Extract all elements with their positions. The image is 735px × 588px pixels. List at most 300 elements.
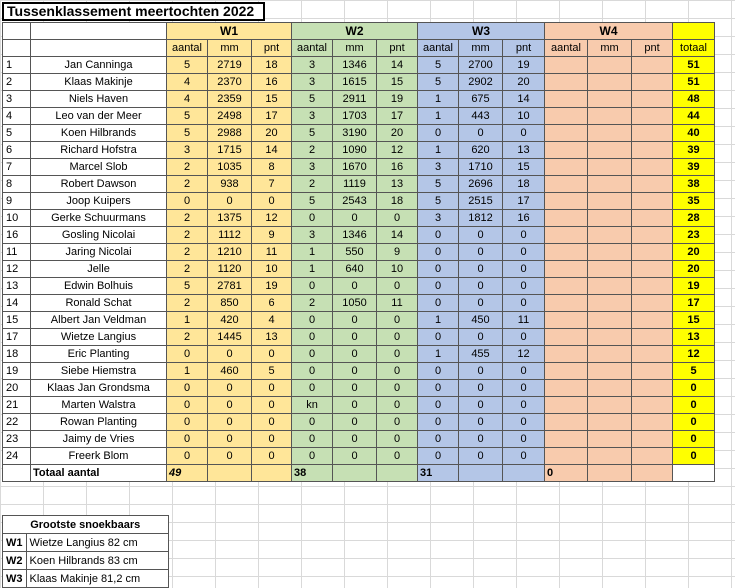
name-cell[interactable]: Wietze Langius [31,329,167,346]
rank-cell[interactable]: 14 [3,295,31,312]
total-cell[interactable]: 44 [673,108,715,125]
score-cell-w1[interactable]: 2 [167,176,208,193]
score-cell-w1[interactable]: 20 [252,125,292,142]
score-cell-w2[interactable]: 1090 [333,142,377,159]
score-cell-w3[interactable]: 0 [503,278,545,295]
rank-cell[interactable]: 6 [3,142,31,159]
score-cell-w2[interactable]: 640 [333,261,377,278]
name-cell[interactable]: Koen Hilbrands [31,125,167,142]
score-cell-w3[interactable]: 2902 [459,74,503,91]
score-cell-w4[interactable] [545,142,588,159]
score-cell-w2[interactable]: 18 [377,193,418,210]
score-cell-w3[interactable]: 443 [459,108,503,125]
score-cell-w2[interactable]: 550 [333,244,377,261]
score-cell-w4[interactable] [545,448,588,465]
score-cell-w3[interactable]: 0 [459,380,503,397]
score-cell-w4[interactable] [588,57,632,74]
score-cell-w4[interactable] [545,74,588,91]
name-cell[interactable]: Jaimy de Vries [31,431,167,448]
totals-w1-blank[interactable] [252,465,292,482]
score-cell-w4[interactable] [632,193,673,210]
score-cell-w2[interactable]: 5 [292,193,333,210]
total-cell[interactable]: 0 [673,380,715,397]
score-cell-w3[interactable]: 14 [503,91,545,108]
rank-cell[interactable]: 21 [3,397,31,414]
sub-header-w2[interactable]: mm [333,40,377,57]
rank-cell[interactable]: 7 [3,159,31,176]
score-cell-w2[interactable]: 0 [292,278,333,295]
score-cell-w2[interactable]: 0 [292,210,333,227]
subheader-blank-name[interactable] [31,40,167,57]
score-cell-w1[interactable]: 0 [167,193,208,210]
score-cell-w1[interactable]: 5 [167,125,208,142]
total-cell[interactable]: 0 [673,414,715,431]
score-cell-w3[interactable]: 0 [503,261,545,278]
score-cell-w4[interactable] [545,431,588,448]
rank-cell[interactable]: 17 [3,329,31,346]
score-cell-w2[interactable]: 0 [377,278,418,295]
score-cell-w1[interactable]: 2988 [208,125,252,142]
score-cell-w3[interactable]: 0 [418,227,459,244]
score-cell-w3[interactable]: 16 [503,210,545,227]
rank-cell[interactable]: 4 [3,108,31,125]
score-cell-w4[interactable] [632,159,673,176]
score-cell-w3[interactable]: 0 [503,244,545,261]
score-cell-w3[interactable]: 1 [418,312,459,329]
total-cell[interactable]: 40 [673,125,715,142]
score-cell-w4[interactable] [632,108,673,125]
week-header-w3[interactable]: W3 [418,23,545,40]
score-cell-w1[interactable]: 4 [167,91,208,108]
score-cell-w2[interactable]: 17 [377,108,418,125]
score-cell-w1[interactable]: 850 [208,295,252,312]
sub-header-w3[interactable]: mm [459,40,503,57]
totals-total-blank[interactable] [673,465,715,482]
total-cell[interactable]: 23 [673,227,715,244]
score-cell-w2[interactable]: 9 [377,244,418,261]
score-cell-w4[interactable] [588,108,632,125]
totals-w4-blank[interactable] [632,465,673,482]
total-cell[interactable]: 51 [673,57,715,74]
score-cell-w3[interactable]: 0 [459,295,503,312]
score-cell-w1[interactable]: 11 [252,244,292,261]
totals-w3[interactable]: 31 [418,465,459,482]
score-cell-w2[interactable]: 0 [377,397,418,414]
total-cell[interactable]: 5 [673,363,715,380]
score-cell-w3[interactable]: 1710 [459,159,503,176]
score-cell-w3[interactable]: 0 [503,227,545,244]
score-cell-w4[interactable] [588,227,632,244]
score-cell-w3[interactable]: 3 [418,159,459,176]
score-cell-w4[interactable] [632,431,673,448]
score-cell-w1[interactable]: 0 [208,431,252,448]
score-cell-w2[interactable]: 15 [377,74,418,91]
score-cell-w3[interactable]: 0 [418,329,459,346]
score-cell-w3[interactable]: 10 [503,108,545,125]
score-cell-w1[interactable]: 17 [252,108,292,125]
score-cell-w1[interactable]: 1112 [208,227,252,244]
score-cell-w2[interactable]: 0 [333,346,377,363]
score-cell-w2[interactable]: 2 [292,295,333,312]
score-cell-w4[interactable] [588,414,632,431]
score-cell-w1[interactable]: 0 [208,448,252,465]
score-cell-w1[interactable]: 0 [167,448,208,465]
score-cell-w1[interactable]: 5 [167,278,208,295]
score-cell-w2[interactable]: 0 [292,431,333,448]
rank-cell[interactable]: 18 [3,346,31,363]
score-cell-w4[interactable] [632,380,673,397]
score-cell-w4[interactable] [588,261,632,278]
score-cell-w3[interactable]: 5 [418,193,459,210]
score-cell-w1[interactable]: 1375 [208,210,252,227]
score-cell-w2[interactable]: 1346 [333,227,377,244]
score-cell-w3[interactable]: 12 [503,346,545,363]
score-cell-w1[interactable]: 0 [252,380,292,397]
sub-header-w2[interactable]: aantal [292,40,333,57]
week-header-w4[interactable]: W4 [545,23,673,40]
name-cell[interactable]: Niels Haven [31,91,167,108]
score-cell-w1[interactable]: 420 [208,312,252,329]
score-cell-w4[interactable] [545,295,588,312]
score-cell-w4[interactable] [545,91,588,108]
score-cell-w4[interactable] [588,125,632,142]
score-cell-w3[interactable]: 13 [503,142,545,159]
score-cell-w3[interactable]: 0 [459,397,503,414]
score-cell-w2[interactable]: 19 [377,91,418,108]
score-cell-w3[interactable]: 18 [503,176,545,193]
score-cell-w3[interactable]: 620 [459,142,503,159]
score-cell-w1[interactable]: 12 [252,210,292,227]
score-cell-w2[interactable]: 0 [333,414,377,431]
week-header-w1[interactable]: W1 [167,23,292,40]
score-cell-w4[interactable] [545,414,588,431]
score-cell-w2[interactable]: 1050 [333,295,377,312]
score-cell-w2[interactable]: 10 [377,261,418,278]
rank-cell[interactable]: 8 [3,176,31,193]
score-cell-w2[interactable]: 1346 [333,57,377,74]
totals-w4-blank[interactable] [588,465,632,482]
score-cell-w4[interactable] [588,159,632,176]
score-cell-w2[interactable]: 0 [377,414,418,431]
score-cell-w1[interactable]: 2 [167,329,208,346]
sub-header-w3[interactable]: pnt [503,40,545,57]
score-cell-w4[interactable] [545,108,588,125]
score-cell-w4[interactable] [588,278,632,295]
score-cell-w3[interactable]: 0 [418,380,459,397]
score-cell-w4[interactable] [632,448,673,465]
score-cell-w4[interactable] [632,210,673,227]
score-cell-w3[interactable]: 2700 [459,57,503,74]
score-cell-w2[interactable]: 0 [292,363,333,380]
score-cell-w4[interactable] [545,125,588,142]
score-cell-w3[interactable]: 2696 [459,176,503,193]
score-cell-w3[interactable]: 0 [418,244,459,261]
score-cell-w4[interactable] [632,346,673,363]
score-cell-w1[interactable]: 14 [252,142,292,159]
score-cell-w4[interactable] [545,193,588,210]
totals-w2-blank[interactable] [377,465,418,482]
score-cell-w3[interactable]: 3 [418,210,459,227]
total-cell[interactable]: 39 [673,142,715,159]
name-cell[interactable]: Siebe Hiemstra [31,363,167,380]
rank-cell[interactable]: 19 [3,363,31,380]
score-cell-w1[interactable]: 2 [167,295,208,312]
score-cell-w2[interactable]: 0 [292,414,333,431]
score-cell-w1[interactable]: 1210 [208,244,252,261]
score-cell-w3[interactable]: 1812 [459,210,503,227]
total-cell[interactable]: 38 [673,176,715,193]
score-cell-w2[interactable]: 3 [292,74,333,91]
score-cell-w2[interactable]: 14 [377,227,418,244]
score-cell-w1[interactable]: 460 [208,363,252,380]
score-cell-w3[interactable]: 1 [418,108,459,125]
score-cell-w4[interactable] [632,125,673,142]
score-cell-w1[interactable]: 0 [167,397,208,414]
score-cell-w2[interactable]: 0 [292,448,333,465]
rank-cell[interactable]: 24 [3,448,31,465]
score-cell-w2[interactable]: 20 [377,125,418,142]
score-cell-w1[interactable]: 1120 [208,261,252,278]
score-cell-w3[interactable]: 0 [503,329,545,346]
score-cell-w4[interactable] [632,261,673,278]
score-cell-w1[interactable]: 0 [167,431,208,448]
score-cell-w1[interactable]: 2359 [208,91,252,108]
score-cell-w1[interactable]: 0 [252,431,292,448]
score-cell-w2[interactable]: 0 [377,431,418,448]
score-cell-w2[interactable]: 0 [377,363,418,380]
sub-header-w1[interactable]: mm [208,40,252,57]
score-cell-w4[interactable] [545,363,588,380]
score-cell-w3[interactable]: 0 [418,295,459,312]
score-cell-w3[interactable]: 0 [503,414,545,431]
score-cell-w1[interactable]: 16 [252,74,292,91]
score-cell-w4[interactable] [545,329,588,346]
totals-w4[interactable]: 0 [545,465,588,482]
score-cell-w1[interactable]: 0 [208,193,252,210]
score-cell-w3[interactable]: 0 [459,431,503,448]
score-cell-w4[interactable] [632,91,673,108]
rank-cell[interactable]: 2 [3,74,31,91]
score-cell-w2[interactable]: 0 [333,448,377,465]
score-cell-w1[interactable]: 7 [252,176,292,193]
score-cell-w3[interactable]: 0 [503,397,545,414]
totals-w3-blank[interactable] [459,465,503,482]
score-cell-w1[interactable]: 2781 [208,278,252,295]
score-cell-w2[interactable]: 5 [292,125,333,142]
score-cell-w4[interactable] [545,380,588,397]
sub-header-w3[interactable]: aantal [418,40,459,57]
score-cell-w1[interactable]: 2 [167,244,208,261]
score-cell-w3[interactable]: 0 [459,414,503,431]
score-cell-w2[interactable]: 2 [292,176,333,193]
score-cell-w1[interactable]: 13 [252,329,292,346]
score-cell-w3[interactable]: 0 [418,363,459,380]
score-cell-w3[interactable]: 0 [418,431,459,448]
score-cell-w2[interactable]: 0 [333,312,377,329]
score-cell-w1[interactable]: 2719 [208,57,252,74]
score-cell-w2[interactable]: 0 [333,210,377,227]
score-cell-w2[interactable]: 0 [377,210,418,227]
score-cell-w2[interactable]: 0 [377,329,418,346]
score-cell-w3[interactable]: 20 [503,74,545,91]
name-cell[interactable]: Robert Dawson [31,176,167,193]
score-cell-w1[interactable]: 2498 [208,108,252,125]
score-cell-w4[interactable] [588,193,632,210]
score-cell-w4[interactable] [588,176,632,193]
score-cell-w1[interactable]: 0 [208,380,252,397]
score-cell-w1[interactable]: 10 [252,261,292,278]
score-cell-w2[interactable]: 2 [292,142,333,159]
score-cell-w3[interactable]: 1 [418,346,459,363]
score-cell-w4[interactable] [588,244,632,261]
score-cell-w3[interactable]: 0 [503,380,545,397]
score-cell-w1[interactable]: 1 [167,312,208,329]
score-cell-w2[interactable]: 11 [377,295,418,312]
score-cell-w2[interactable]: 0 [377,380,418,397]
score-cell-w3[interactable]: 0 [459,227,503,244]
name-cell[interactable]: Gerke Schuurmans [31,210,167,227]
total-cell[interactable]: 48 [673,91,715,108]
name-cell[interactable]: Leo van der Meer [31,108,167,125]
score-cell-w4[interactable] [588,431,632,448]
score-cell-w2[interactable]: 0 [333,431,377,448]
score-cell-w4[interactable] [632,278,673,295]
name-cell[interactable]: Marcel Slob [31,159,167,176]
score-cell-w3[interactable]: 11 [503,312,545,329]
score-cell-w2[interactable]: 5 [292,91,333,108]
total-cell[interactable]: 17 [673,295,715,312]
name-cell[interactable]: Joop Kuipers [31,193,167,210]
score-cell-w2[interactable]: 1119 [333,176,377,193]
totals-w2[interactable]: 38 [292,465,333,482]
score-cell-w4[interactable] [632,329,673,346]
score-cell-w1[interactable]: 4 [252,312,292,329]
total-cell[interactable]: 19 [673,278,715,295]
rank-cell[interactable]: 10 [3,210,31,227]
totals-label[interactable]: Totaal aantal [31,465,167,482]
totals-blank[interactable] [3,465,31,482]
score-cell-w2[interactable]: 12 [377,142,418,159]
score-cell-w3[interactable]: 0 [503,431,545,448]
score-cell-w1[interactable]: 2 [167,210,208,227]
score-cell-w2[interactable]: 0 [333,329,377,346]
score-cell-w1[interactable]: 8 [252,159,292,176]
header-blank-name[interactable] [31,23,167,40]
score-cell-w4[interactable] [545,57,588,74]
score-cell-w1[interactable]: 0 [252,414,292,431]
score-cell-w2[interactable]: 13 [377,176,418,193]
rank-cell[interactable]: 3 [3,91,31,108]
score-cell-w1[interactable]: 2370 [208,74,252,91]
score-cell-w2[interactable]: 2543 [333,193,377,210]
score-cell-w4[interactable] [632,295,673,312]
name-cell[interactable]: Jaring Nicolai [31,244,167,261]
score-cell-w4[interactable] [632,244,673,261]
score-cell-w1[interactable]: 1035 [208,159,252,176]
score-cell-w2[interactable]: 0 [333,397,377,414]
score-cell-w1[interactable]: 0 [252,448,292,465]
score-cell-w2[interactable]: 3 [292,159,333,176]
score-cell-w3[interactable]: 0 [459,261,503,278]
score-cell-w2[interactable]: 1 [292,261,333,278]
score-cell-w3[interactable]: 0 [503,295,545,312]
score-cell-w4[interactable] [588,210,632,227]
rank-cell[interactable]: 16 [3,227,31,244]
score-cell-w2[interactable]: 3 [292,227,333,244]
score-cell-w2[interactable]: 0 [292,380,333,397]
score-cell-w3[interactable]: 19 [503,57,545,74]
score-cell-w3[interactable]: 5 [418,74,459,91]
score-cell-w2[interactable]: 2911 [333,91,377,108]
sub-header-w4[interactable]: pnt [632,40,673,57]
score-cell-w2[interactable]: 1615 [333,74,377,91]
score-cell-w1[interactable]: 5 [252,363,292,380]
sub-header-w1[interactable]: pnt [252,40,292,57]
score-cell-w3[interactable]: 0 [459,278,503,295]
score-cell-w3[interactable]: 0 [459,125,503,142]
score-cell-w1[interactable]: 19 [252,278,292,295]
score-cell-w3[interactable]: 15 [503,159,545,176]
score-cell-w4[interactable] [632,363,673,380]
header-blank-rank[interactable] [3,23,31,40]
totals-w2-blank[interactable] [333,465,377,482]
name-cell[interactable]: Albert Jan Veldman [31,312,167,329]
score-cell-w4[interactable] [545,346,588,363]
score-cell-w3[interactable]: 0 [503,448,545,465]
score-cell-w2[interactable]: 0 [333,363,377,380]
totals-w3-blank[interactable] [503,465,545,482]
score-cell-w2[interactable]: 14 [377,57,418,74]
score-cell-w4[interactable] [632,176,673,193]
name-cell[interactable]: Jan Canninga [31,57,167,74]
score-cell-w3[interactable]: 0 [418,448,459,465]
total-cell[interactable]: 15 [673,312,715,329]
total-cell[interactable]: 28 [673,210,715,227]
score-cell-w4[interactable] [588,329,632,346]
score-cell-w3[interactable]: 1 [418,142,459,159]
score-cell-w3[interactable]: 0 [418,261,459,278]
total-cell[interactable]: 51 [673,74,715,91]
score-cell-w3[interactable]: 0 [459,244,503,261]
total-cell[interactable]: 20 [673,261,715,278]
rank-cell[interactable]: 1 [3,57,31,74]
total-cell[interactable]: 20 [673,244,715,261]
name-cell[interactable]: Freerk Blom [31,448,167,465]
score-cell-w2[interactable]: 1703 [333,108,377,125]
name-cell[interactable]: Richard Hofstra [31,142,167,159]
score-cell-w4[interactable] [545,159,588,176]
score-cell-w4[interactable] [588,91,632,108]
score-cell-w3[interactable]: 0 [459,448,503,465]
name-cell[interactable]: Marten Walstra [31,397,167,414]
name-cell[interactable]: Eric Planting [31,346,167,363]
score-cell-w1[interactable]: 0 [167,380,208,397]
score-cell-w3[interactable]: 0 [459,363,503,380]
score-cell-w2[interactable]: 0 [377,448,418,465]
score-cell-w4[interactable] [588,346,632,363]
score-cell-w4[interactable] [588,74,632,91]
score-cell-w1[interactable]: 0 [252,397,292,414]
week-header-w2[interactable]: W2 [292,23,418,40]
score-cell-w2[interactable]: 3 [292,108,333,125]
score-cell-w1[interactable]: 0 [208,397,252,414]
score-cell-w3[interactable]: 450 [459,312,503,329]
name-cell[interactable]: Klaas Jan Grondsma [31,380,167,397]
score-cell-w3[interactable]: 0 [418,397,459,414]
score-cell-w2[interactable]: 0 [333,278,377,295]
score-cell-w4[interactable] [545,261,588,278]
sub-header-w1[interactable]: aantal [167,40,208,57]
